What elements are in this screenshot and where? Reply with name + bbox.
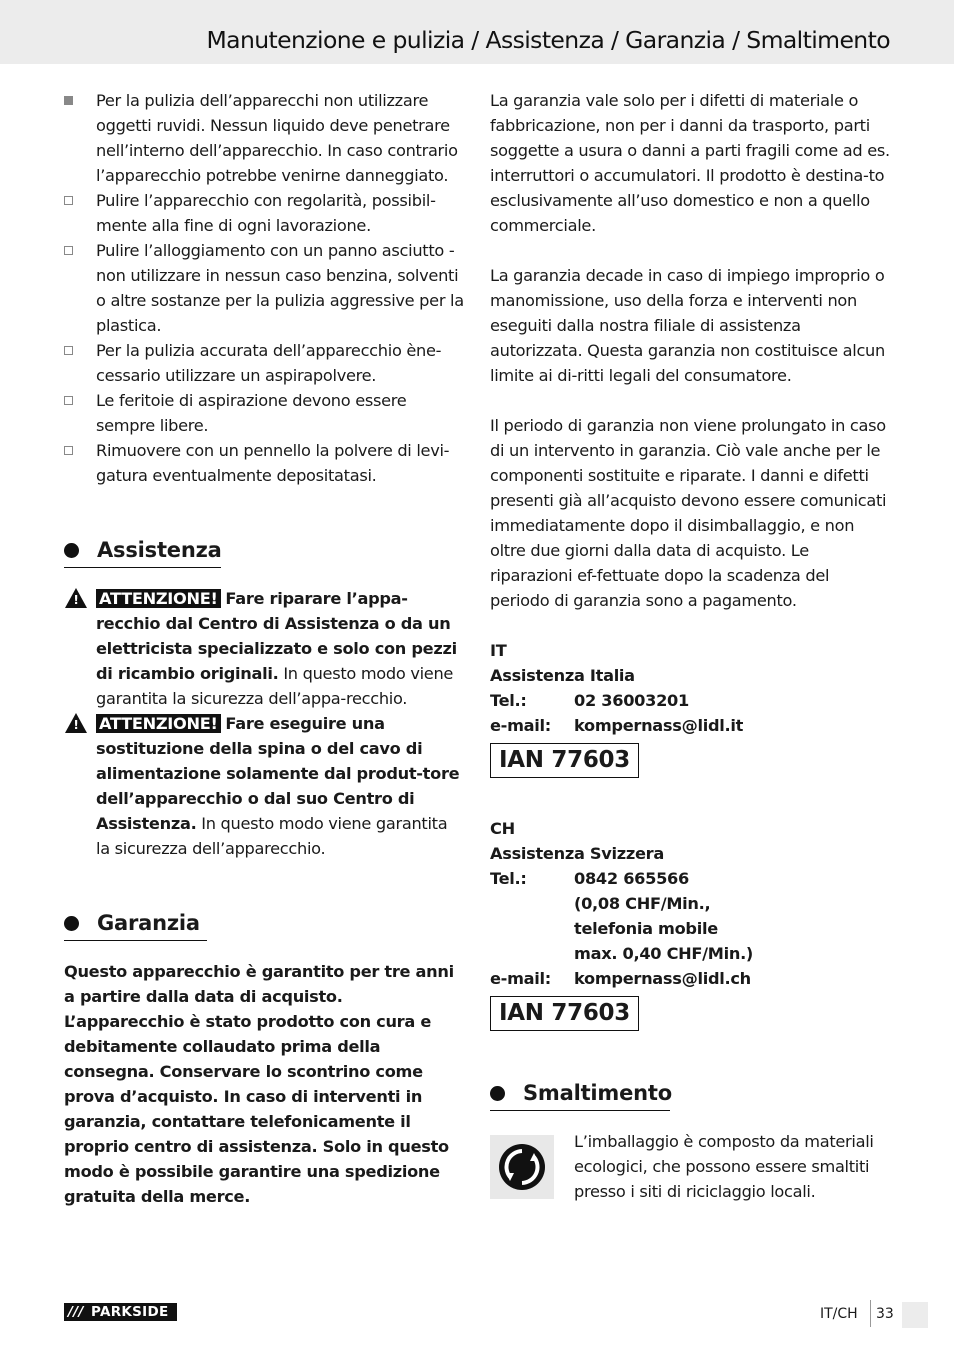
footer-country: IT/CH bbox=[820, 1306, 858, 1322]
email-address: kompernass@lidl.ch bbox=[574, 969, 751, 988]
ian-box: IAN 77603 bbox=[490, 743, 639, 778]
warranty-intro: Questo apparecchio è garantito per tre anni a partire dalla data di acquisto. L’apparecchio è stato prodotto con cura e debitamente collaudato prima della consegna. Conservare lo scontrino come prova d’acquisto. In caso di interventi in garanzia, contattare telefonicamente il proprio centro di assistenza. Solo in questo modo è possibile garantire una spedizione gratuita della merce. bbox=[64, 962, 454, 1206]
maintenance-list bbox=[64, 88, 464, 488]
list-item-text: Rimuovere con un pennello la polvere di levi-gatura eventualmente depositatasi. bbox=[96, 441, 450, 485]
contact-block-it bbox=[490, 638, 890, 778]
contact-name: Assistenza Italia bbox=[490, 666, 635, 685]
contact-country: CH bbox=[490, 819, 515, 838]
warning-text: In questo modo viene garantita la sicurezza dell’appa-recchio. bbox=[96, 664, 454, 708]
section-bullet-icon bbox=[64, 543, 79, 558]
section-heading-assistenza bbox=[64, 536, 464, 564]
warning-text: In questo modo viene garantita la sicurezza dell’apparecchio. bbox=[96, 814, 448, 858]
checkbox-bullet-icon bbox=[64, 196, 73, 205]
contact-country: IT bbox=[490, 641, 507, 660]
bullet-square-icon bbox=[64, 96, 73, 105]
heading-underline bbox=[64, 940, 207, 942]
contact-phone-row: Tel.: 0842 665566 bbox=[490, 866, 890, 891]
ian-box: IAN 77603 bbox=[490, 996, 639, 1031]
parkside-logo: /// PARKSIDE bbox=[64, 1303, 177, 1321]
list-item-text: Per la pulizia dell’apparecchi non utilizzare oggetti ruvidi. Nessun liquido deve penetrare nell’interno dell’apparecchio. In caso contrario l’apparecchio potrebbe venirne danneggiato. bbox=[96, 91, 458, 185]
phone-rate: telefonia mobile bbox=[574, 919, 718, 938]
warranty-paragraph: La garanzia vale solo per i difetti di materiale o fabbricazione, non per i danni da trasporto, parti soggette a usura o danni a parti fragili come ad es. interruttori o accumulatori. Il prodotto è destina-to esclusivamente all’uso domestico e non a quello commerciale. bbox=[490, 91, 890, 235]
section-bullet-icon bbox=[490, 1086, 505, 1101]
list-item-text: Pulire l’apparecchio con regolarità, possibil-mente alla fine di ogni lavorazione. bbox=[96, 191, 436, 235]
heading-underline bbox=[490, 1110, 670, 1112]
list-item-text: Per la pulizia accurata dell’apparecchio ène-cessario utilizzare un aspirapolvere. bbox=[96, 341, 442, 385]
footer-divider bbox=[870, 1300, 871, 1327]
list-item bbox=[64, 88, 464, 188]
page-number: 33 bbox=[876, 1306, 894, 1322]
section-heading-text: Smaltimento bbox=[523, 1081, 672, 1105]
disposal-text: L’imballaggio è composto da materiali ecologici, che possono essere smaltiti presso i siti di riciclaggio locali. bbox=[574, 1132, 874, 1201]
warning-label: ATTENZIONE! bbox=[96, 589, 221, 608]
contact-email-row: e-mail: kompernass@lidl.ch bbox=[490, 966, 890, 991]
heading-underline bbox=[64, 567, 221, 569]
list-item bbox=[64, 438, 464, 488]
list-item bbox=[64, 388, 464, 438]
phone-number: 0842 665566 bbox=[574, 869, 689, 888]
checkbox-bullet-icon bbox=[64, 346, 73, 355]
contact-block-ch bbox=[490, 816, 890, 1031]
list-item bbox=[64, 238, 464, 338]
list-item bbox=[64, 338, 464, 388]
contact-name: Assistenza Svizzera bbox=[490, 844, 664, 863]
list-item-text: Pulire l’alloggiamento con un panno asciutto - non utilizzare in nessun caso benzina, solventi o altre sostanze per la pulizia aggressive per la plastica. bbox=[96, 241, 464, 335]
page-title: Manutenzione e pulizia / Assistenza / Garanzia / Smaltimento bbox=[206, 26, 890, 54]
section-heading-text: Assistenza bbox=[97, 538, 222, 562]
phone-rate: max. 0,40 CHF/Min.) bbox=[574, 944, 754, 963]
contact-email-row: e-mail: kompernass@lidl.it bbox=[490, 713, 890, 738]
warning-block: ! ATTENZIONE! Fare riparare l’appa-recchio dal Centro di Assistenza o da un elettricista specializzato e solo con pezzi di ricambio originali. In questo modo viene garantita la sicurezza dell’appa-recchio. bbox=[64, 586, 464, 711]
warranty-paragraph: Il periodo di garanzia non viene prolungato in caso di un intervento in garanzia. Ciò vale anche per le componenti sostituite e riparate. I danni e difetti presenti già all’acquisto devono essere comunicati immediatamente dopo il disimballaggio, e non oltre due giorni dalla data di acquisto. Le riparazioni ef-fettuate dopo la scadenza del periodo di garanzia sono a pagamento. bbox=[490, 416, 887, 610]
warranty-paragraph: La garanzia decade in caso di impiego improprio o manomissione, uso della forza e interventi non eseguiti dalla nostra filiale di assistenza autorizzata. Questa garanzia non costituisce alcun limite ai di-ritti legali del consumatore. bbox=[490, 266, 885, 385]
warning-block: ! ATTENZIONE! Fare eseguire una sostituzione della spina o del cavo di alimentazione solamente dal produt-tore dell’apparecchio o dal suo Centro di Assistenza. In questo modo viene garantita la sicurezza dell’apparecchio. bbox=[64, 711, 464, 861]
phone-rate: (0,08 CHF/Min., bbox=[574, 894, 711, 913]
disposal-block bbox=[490, 1129, 890, 1204]
footer-tab bbox=[902, 1302, 928, 1328]
phone-number: 02 36003201 bbox=[574, 691, 689, 710]
section-heading-garanzia bbox=[64, 909, 464, 937]
checkbox-bullet-icon bbox=[64, 246, 73, 255]
email-address: kompernass@lidl.it bbox=[574, 716, 744, 735]
green-dot-recycling-icon bbox=[490, 1135, 554, 1199]
section-heading-text: Garanzia bbox=[97, 911, 200, 935]
left-column bbox=[64, 88, 464, 1209]
warning-bold-text: Fare eseguire una sostituzione della spina o del cavo di alimentazione solamente dal produt-tore dell’apparecchio o dal suo Centro di Assistenza. bbox=[96, 714, 460, 833]
warning-label: ATTENZIONE! bbox=[96, 714, 221, 733]
section-bullet-icon bbox=[64, 916, 79, 931]
contact-phone-row: Tel.: 02 36003201 bbox=[490, 688, 890, 713]
list-item-text: Le feritoie di aspirazione devono essere sempre libere. bbox=[96, 391, 407, 435]
list-item bbox=[64, 188, 464, 238]
right-column bbox=[490, 88, 890, 1204]
checkbox-bullet-icon bbox=[64, 446, 73, 455]
section-heading-smaltimento bbox=[490, 1079, 890, 1107]
warning-bold-text: Fare riparare l’appa-recchio dal Centro di Assistenza o da un elettricista specializzato e solo con pezzi di ricambio originali. bbox=[96, 589, 457, 683]
checkbox-bullet-icon bbox=[64, 396, 73, 405]
